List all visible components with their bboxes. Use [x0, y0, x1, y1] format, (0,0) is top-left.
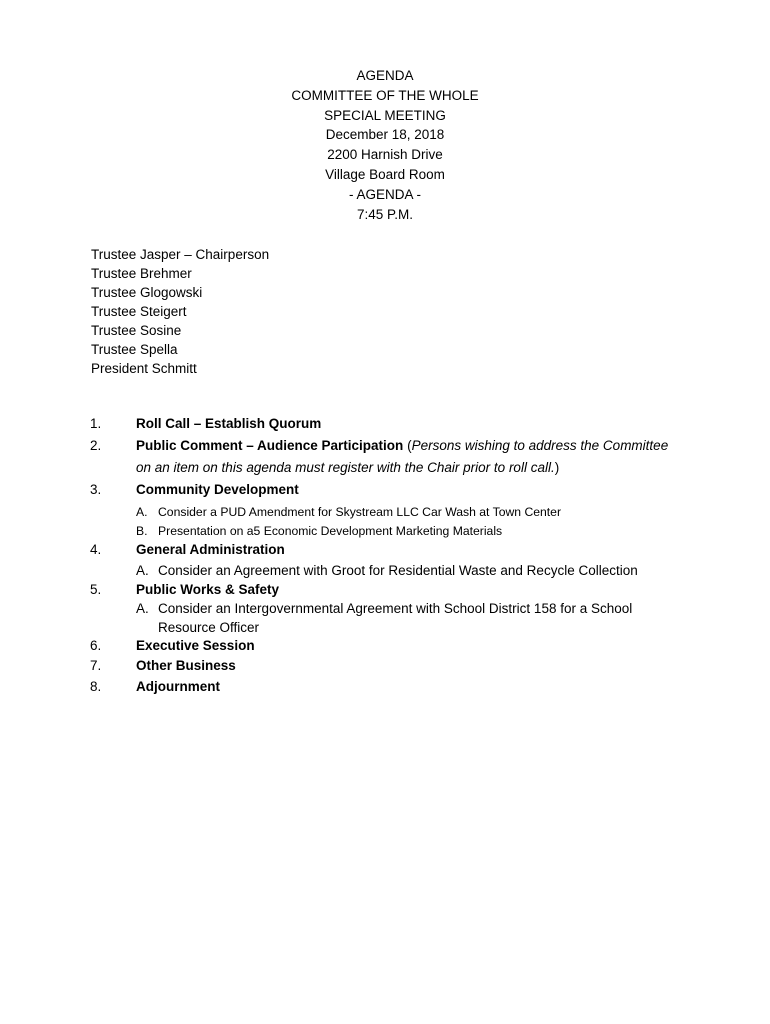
item-title-public-works: Public Works & Safety [136, 582, 280, 597]
attendee: Trustee Sosine [91, 323, 182, 338]
attendee: Trustee Glogowski [91, 285, 203, 300]
header-agenda-label: - AGENDA - [348, 186, 421, 202]
header-date: December 18, 2018 [325, 127, 445, 143]
item-number: 2. [90, 438, 102, 453]
subitem-letter: A. [136, 505, 148, 519]
subitem-letter: A. [136, 601, 149, 616]
subitem-text: Consider an Agreement with Groot for Residential Waste and Recycle Collection [158, 563, 638, 578]
attendee: Trustee Jasper – Chairperson [91, 247, 270, 262]
subitem-text-line2: Resource Officer [158, 620, 260, 635]
subitem-text: Presentation on a5 Economic Development Marketing Materials [158, 524, 503, 538]
attendee-list [91, 245, 269, 378]
item-title-adjournment: Adjournment [136, 679, 220, 694]
header-title: AGENDA [356, 68, 414, 83]
attendee: Trustee Steigert [91, 304, 187, 319]
subitem-letter: A. [136, 563, 149, 578]
item-title-text: Public Comment – Audience Participation [136, 438, 404, 453]
item-number: 4. [90, 542, 102, 557]
header-room: Village Board Room [325, 166, 445, 182]
item-number: 5. [90, 582, 102, 597]
attendee: Trustee Spella [91, 342, 178, 357]
item-title-public-comment [136, 438, 668, 453]
item-number: 1. [90, 416, 102, 431]
item-note-line2-wrap [136, 460, 559, 475]
item-title-other-business: Other Business [136, 658, 236, 673]
note-close-paren: ) [554, 460, 560, 475]
item-title-general-administration: General Administration [136, 542, 285, 557]
attendee: Trustee Brehmer [91, 266, 192, 281]
item-title-executive-session: Executive Session [136, 638, 255, 653]
header-committee: COMMITTEE OF THE WHOLE [291, 87, 479, 103]
item-title-community-development: Community Development [136, 482, 299, 497]
item-number: 3. [90, 482, 102, 497]
subitem-text: Consider a PUD Amendment for Skystream LLC Car Wash at Town Center [158, 505, 562, 519]
item-number: 7. [90, 658, 102, 673]
item-number: 8. [90, 679, 102, 694]
note-open-paren: ( [407, 438, 412, 453]
item-note-line2: on an item on this agenda must register with the Chair prior to roll call. [136, 460, 555, 475]
header-address: 2200 Harnish Drive [327, 147, 443, 163]
item-title-roll-call: Roll Call – Establish Quorum [136, 416, 322, 431]
subitem-text: Consider an Intergovernmental Agreement with School District 158 for a School [158, 601, 633, 616]
header-time: 7:45 P.M. [356, 206, 414, 222]
attendee: President Schmitt [91, 361, 197, 376]
item-number: 6. [90, 638, 102, 653]
header-meeting-type: SPECIAL MEETING [324, 107, 446, 123]
item-note-line1: Persons wishing to address the Committee [411, 438, 669, 453]
agenda-header [0, 66, 770, 224]
subitem-letter: B. [136, 524, 148, 538]
